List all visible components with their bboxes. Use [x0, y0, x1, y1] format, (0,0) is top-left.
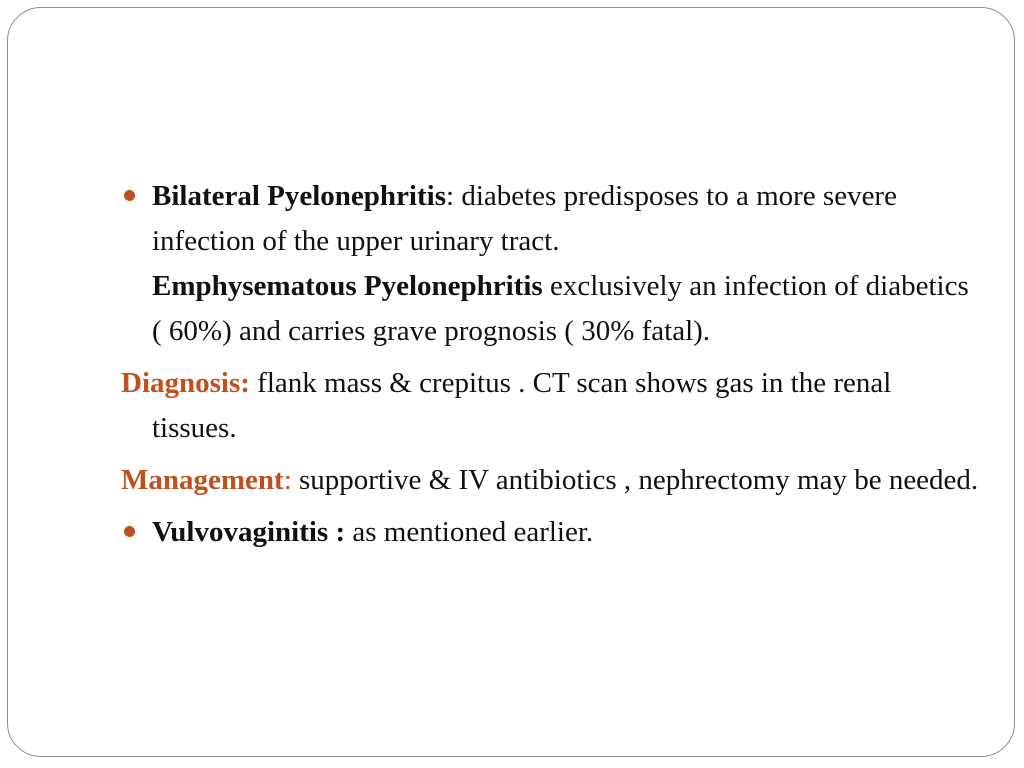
- text-bilateral-pyelonephritis: diabetes predisposes to a more severe infection of the upper urinary tract.: [152, 180, 897, 257]
- section-diagnosis: [121, 361, 981, 451]
- bullet-pyelonephritis: [121, 174, 981, 354]
- term-management: Management: [121, 464, 284, 496]
- slide-frame: [7, 7, 1015, 757]
- separator-colon: :: [446, 180, 455, 212]
- bullet-dot-icon: [124, 190, 135, 201]
- term-vulvovaginitis: Vulvovaginitis :: [152, 516, 346, 548]
- term-diagnosis: Diagnosis:: [121, 367, 250, 399]
- text-vulvovaginitis: as mentioned earlier.: [345, 516, 594, 548]
- term-emphysematous-pyelonephritis: Emphysematous Pyelonephritis: [152, 270, 543, 302]
- term-bilateral-pyelonephritis: Bilateral Pyelonephritis: [152, 180, 446, 212]
- bullet-vulvovaginitis: [121, 510, 981, 555]
- text-management: supportive & IV antibiotics , nephrectomy may be needed.: [291, 464, 979, 496]
- bullet-dot-icon: [124, 526, 135, 537]
- section-management: [121, 458, 981, 503]
- separator-colon: :: [283, 464, 292, 496]
- text-diagnosis: flank mass & crepitus . CT scan shows gas in the renal tissues.: [152, 367, 892, 444]
- slide-content: [121, 174, 981, 555]
- text-emphysematous-pyelonephritis: exclusively an infection of diabetics ( 60%) and carries grave prognosis ( 30% fatal).: [152, 270, 969, 347]
